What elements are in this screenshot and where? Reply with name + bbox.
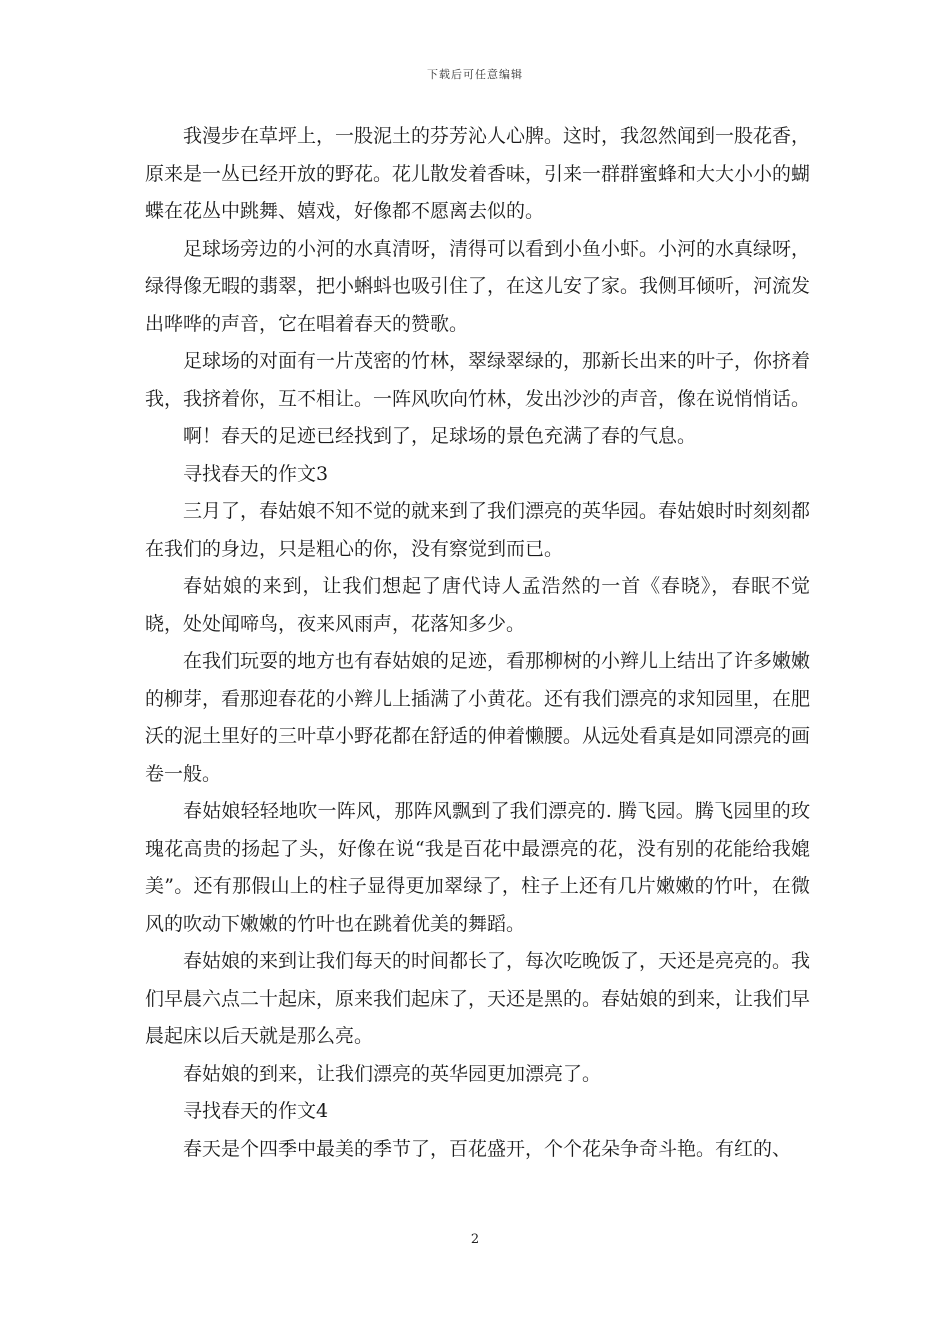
- section-heading: 寻找春天的作文3: [183, 462, 329, 485]
- paragraph: 足球场旁边的小河的水真清呀，清得可以看到小鱼小虾。小河的水真绿呀，绿得像无暇的翡翠，把小蝌蚪也吸引住了，在这儿安了家。我侧耳倾听，河流发出哗哗的声音，它在唱着春天的赞歌。: [145, 237, 811, 335]
- section-heading: 寻找春天的作文4: [183, 1100, 329, 1122]
- page-number: 2: [470, 1232, 480, 1247]
- paragraph: 春天是个四季中最美的季节了，百花盛开，个个花朵争奇斗艳。有红的、: [183, 1137, 792, 1160]
- paragraph: 春姑娘的来到让我们每天的时间都长了，每次吃晚饭了，天还是亮亮的。我们早晨六点二十起床，原来我们起床了，天还是黑的。春姑娘的到来，让我们早晨起床以后天就是那么亮。: [145, 950, 811, 1047]
- paragraph: 我漫步在草坪上，一股泥土的芬芳沁人心脾。这时，我忽然闻到一股花香，原来是一丛已经开放的野花。花儿散发着香味，引来一群群蜜蜂和大大小小的蝴蝶在花丛中跳舞、嬉戏，好像都不愿离去似的。: [145, 125, 811, 222]
- paragraph: 春姑娘轻轻地吹一阵风，那阵风飘到了我们漂亮的. 腾飞园。腾飞园里的玫瑰花高贵的扬起了头，好像在说“我是百花中最漂亮的花，没有别的花能给我媲美”。还有那假山上的柱子显得更加翠绿了，柱子上还有几片嫩嫩的竹叶，在微风的吹动下嫩嫩的竹叶也在跳着优美的舞蹈。: [145, 800, 810, 935]
- paragraph: 啊！春天的足迹已经找到了，足球场的景色充满了春的气息。: [183, 425, 697, 447]
- paragraph: 三月了，春姑娘不知不觉的就来到了我们漂亮的英华园。春姑娘时时刻刻都在我们的身边，只是粗心的你，没有察觉到而已。: [145, 500, 811, 560]
- document-body: [145, 118, 810, 1168]
- paragraph: 在我们玩耍的地方也有春姑娘的足迹，看那柳树的小辫儿上结出了许多嫩嫩的柳芽，看那迎春花的小辫儿上插满了小黄花。还有我们漂亮的求知园里，在肥沃的泥土里好的三叶草小野花都在舒适的伸着懒腰。从远处看真是如同漂亮的画卷一般。: [145, 650, 811, 785]
- page-header: 下载后可任意编辑: [427, 68, 523, 81]
- paragraph: 春姑娘的到来，让我们漂亮的英华园更加漂亮了。: [183, 1062, 602, 1085]
- paragraph: 春姑娘的来到，让我们想起了唐代诗人孟浩然的一首《春晓》，春眠不觉晓，处处闻啼鸟，夜来风雨声，花落知多少。: [145, 575, 810, 635]
- paragraph: 足球场的对面有一片茂密的竹林，翠绿翠绿的，那新长出来的叶子，你挤着我，我挤着你，互不相让。一阵风吹向竹林，发出沙沙的声音，像在说悄悄话。: [145, 350, 811, 410]
